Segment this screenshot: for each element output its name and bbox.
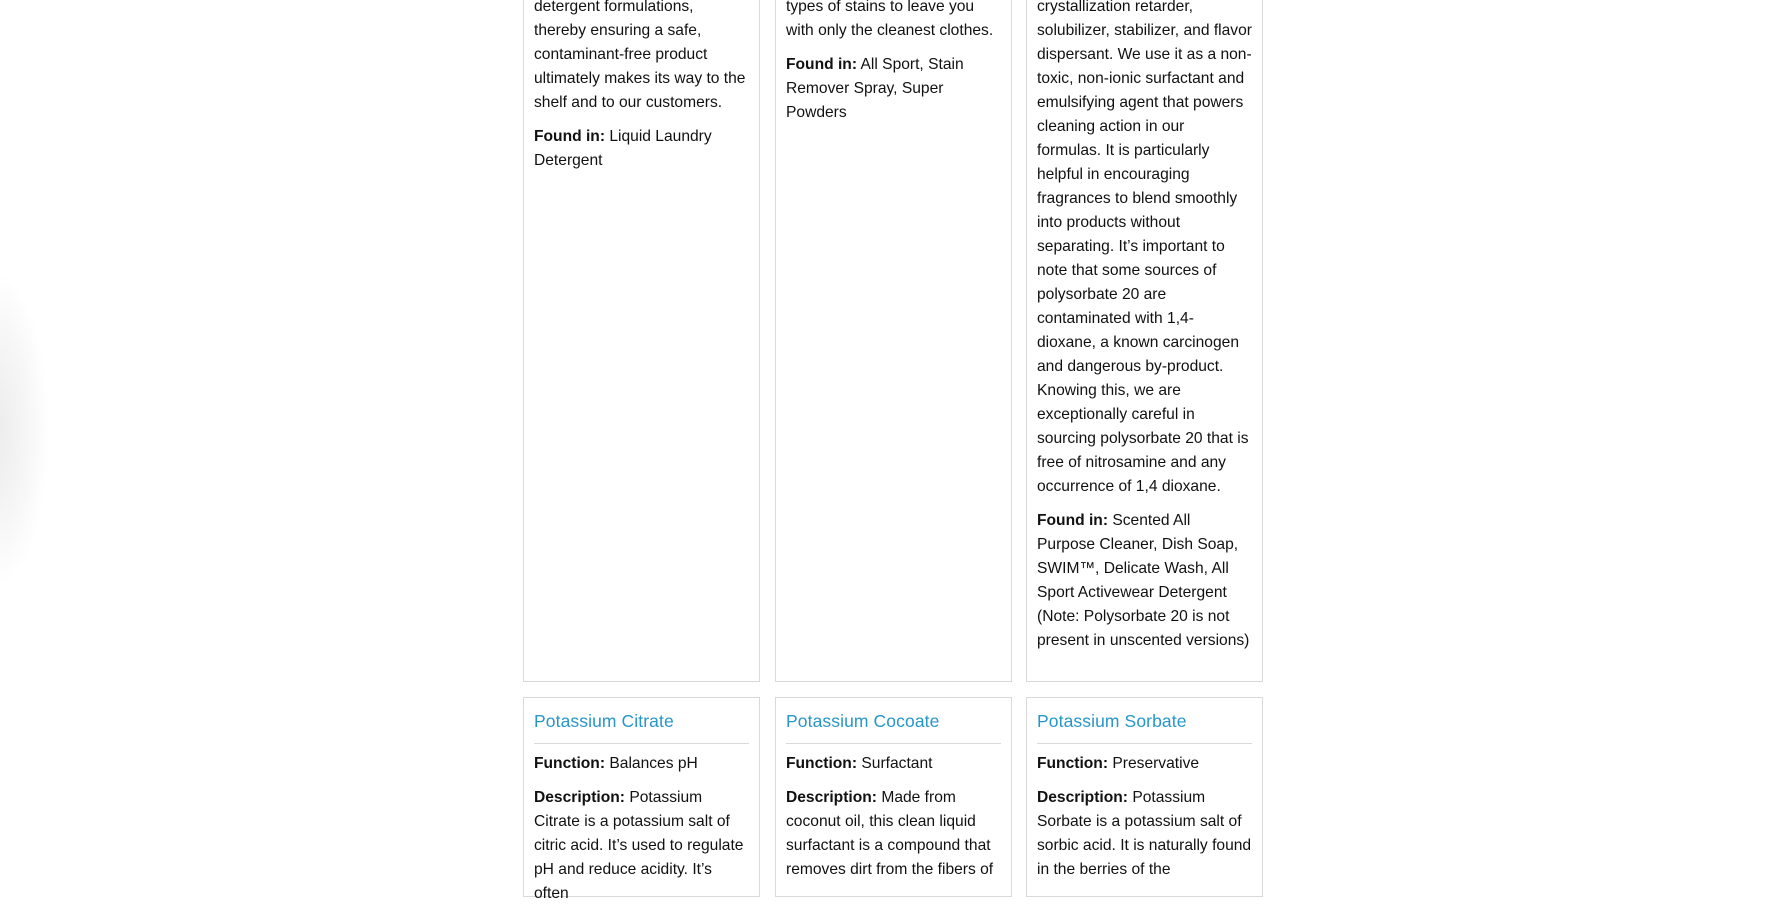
function-value: Preservative: [1112, 755, 1200, 772]
function-label: Function:: [1037, 755, 1109, 772]
ingredient-found-in: [786, 53, 1001, 125]
ingredient-found-in: [534, 125, 749, 173]
found-in-label: Found in:: [534, 128, 606, 145]
page-edge-shadow: [0, 270, 50, 590]
ingredient-card: [523, 0, 760, 682]
ingredient-found-in: [1037, 509, 1252, 653]
function-label: Function:: [534, 755, 606, 772]
ingredient-title: Potassium Cocoate: [786, 698, 1001, 744]
ingredient-title: Potassium Sorbate: [1037, 698, 1252, 744]
function-label: Function:: [786, 755, 858, 772]
ingredient-function: [786, 752, 1001, 776]
ingredient-card: [775, 0, 1012, 682]
description-label: Description:: [1037, 789, 1128, 806]
description-label: Description:: [786, 789, 877, 806]
found-in-label: Found in:: [1037, 512, 1109, 529]
ingredient-description: [1037, 786, 1252, 882]
ingredient-description: types of stains to leave you with only the cleanest clothes.: [786, 0, 994, 39]
ingredient-description: detergent formulations, thereby ensuring a safe, contaminant-free product ultimately makes its way to the shelf and to our customers.: [534, 0, 746, 111]
ingredient-card: [1026, 0, 1263, 682]
found-in-value: Scented All Purpose Cleaner, Dish Soap, SWIM™, Delicate Wash, All Sport Activewear Detergent (Note: Polysorbate 20 is not present in unscented versions): [1037, 512, 1250, 649]
function-value: Balances pH: [609, 755, 698, 772]
ingredient-description: [534, 786, 749, 906]
ingredient-function: [534, 752, 749, 776]
ingredient-card-potassium-citrate: [523, 697, 760, 902]
description-value: Potassium Sorbate is a potassium salt of sorbic acid. It is naturally found in the berries of the: [1037, 789, 1252, 878]
description-label: Description:: [534, 789, 625, 806]
found-in-value: Liquid Laundry Detergent: [534, 128, 712, 169]
found-in-label: Found in:: [786, 56, 858, 73]
ingredient-description: [786, 786, 1001, 882]
description-value: Made from coconut oil, this clean liquid surfactant is a compound that removes dirt from the fibers of: [786, 789, 994, 878]
ingredient-card-potassium-sorbate: [1026, 697, 1263, 897]
ingredient-description: crystallization retarder, solubilizer, stabilizer, and flavor dispersant. We use it as a non-toxic, non-ionic surfactant and emulsifying agent that powers cleaning action in our formulas. It is particularly helpful in encouraging fragrances to blend smoothly into products without separating. It’s important to note that some sources of polysorbate 20 are contaminated with 1,4-dioxane, a known carcinogen and dangerous by-product. Knowing this, we are exceptionally careful in sourcing polysorbate 20 that is free of nitrosamine and any occurrence of 1,4 dioxane.: [1037, 0, 1252, 495]
ingredient-card-potassium-cocoate: [775, 697, 1012, 897]
found-in-value: All Sport, Stain Remover Spray, Super Powders: [786, 56, 964, 121]
ingredient-function: [1037, 752, 1252, 776]
function-value: Surfactant: [861, 755, 933, 772]
description-value: Potassium Citrate is a potassium salt of citric acid. It’s used to regulate pH and reduce acidity. It’s often: [534, 789, 744, 902]
ingredient-title: Potassium Citrate: [534, 698, 749, 744]
